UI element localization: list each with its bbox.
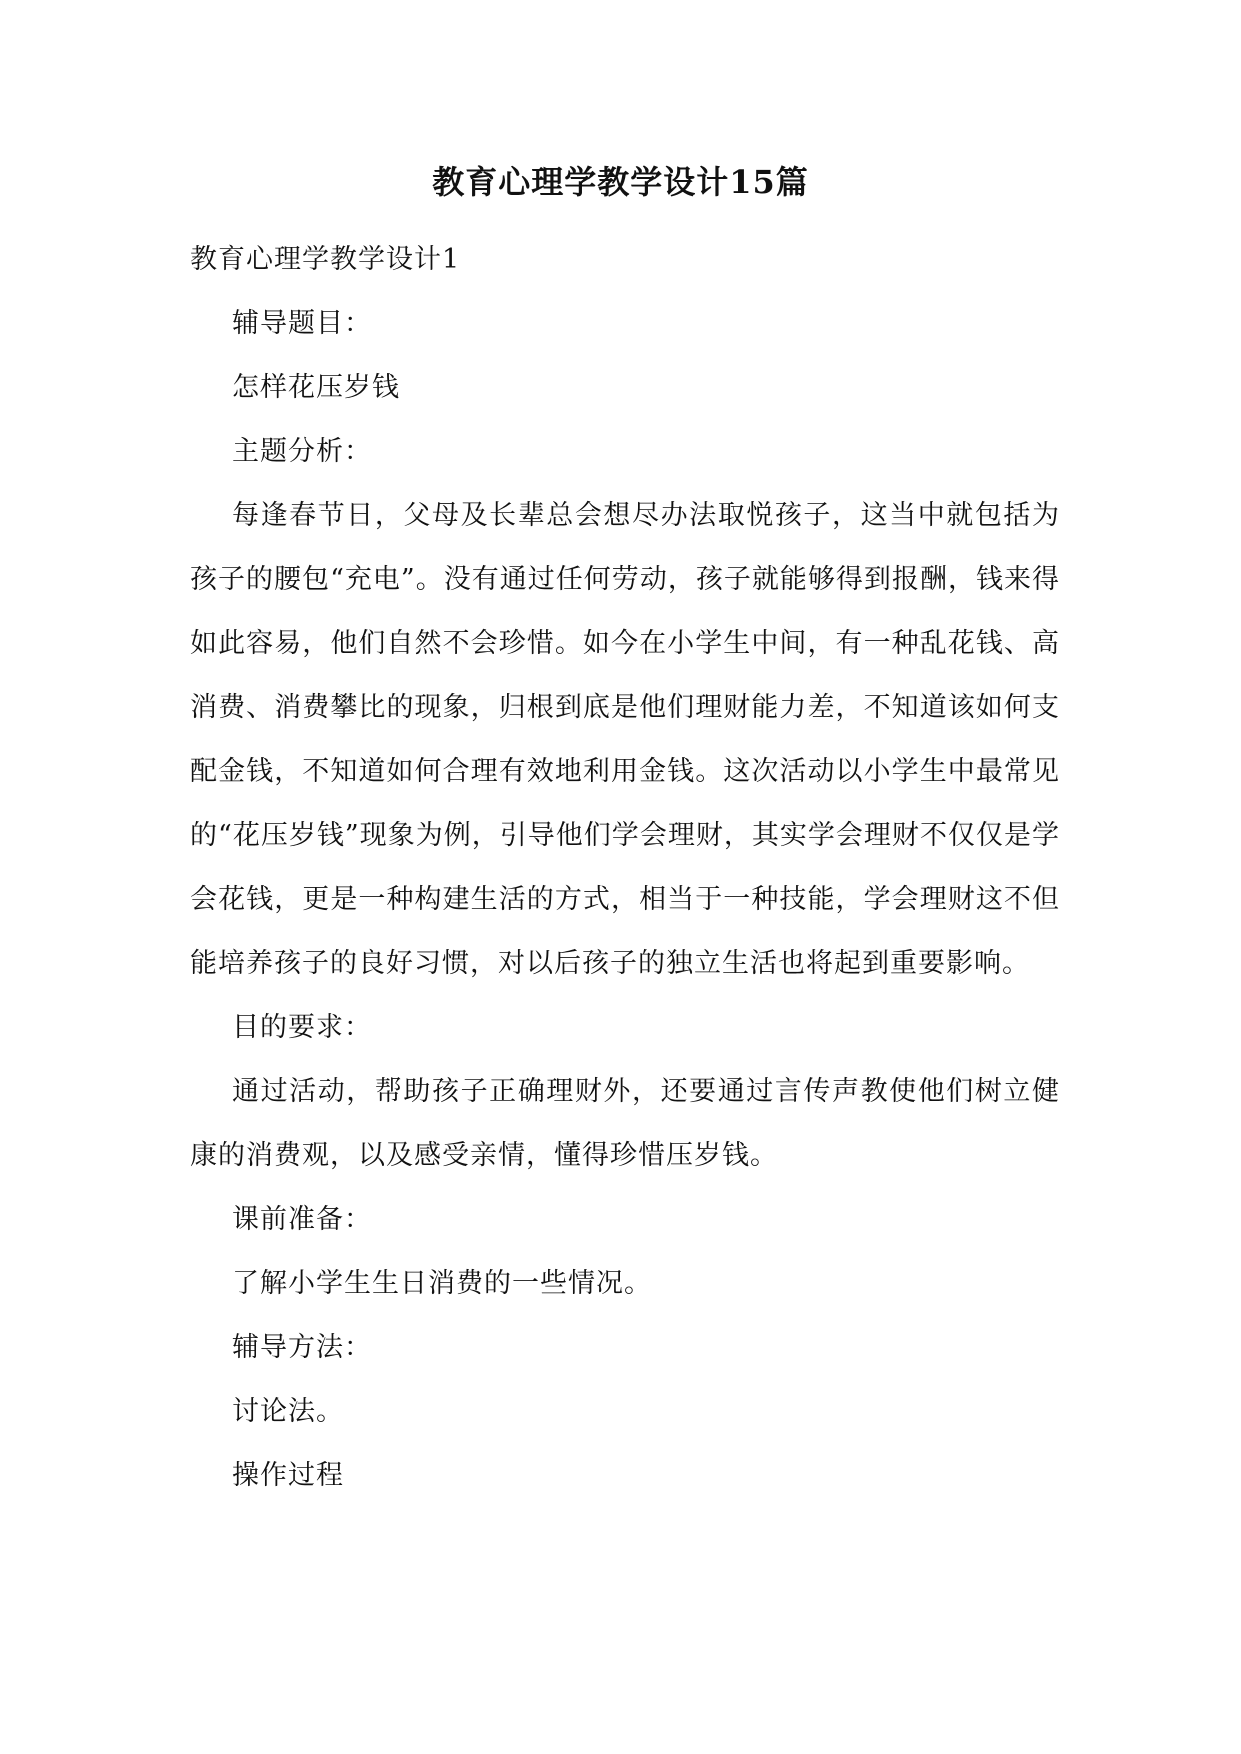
document-body (190, 228, 1060, 1508)
label-method: 辅导方法： (232, 1332, 372, 1363)
method-text: 讨论法。 (232, 1396, 344, 1427)
topic-text: 怎样花压岁钱 (232, 372, 400, 403)
label-goals: 目的要求： (232, 1012, 372, 1043)
preparation-text: 了解小学生生日消费的一些情况。 (232, 1268, 652, 1299)
goals-paragraph: 通过活动，帮助孩子正确理财外，还要通过言传声教使他们树立健康的消费观，以及感受亲情，懂得珍惜压岁钱。 (190, 1076, 1060, 1171)
section-heading: 教育心理学教学设计1 (190, 244, 461, 275)
label-process: 操作过程 (232, 1460, 344, 1491)
label-preparation: 课前准备： (232, 1204, 372, 1235)
document-title: 教育心理学教学设计15篇 (432, 163, 809, 201)
analysis-paragraph: 每逢春节日，父母及长辈总会想尽办法取悦孩子，这当中就包括为孩子的腰包“充电”。没有通过任何劳动，孩子就能够得到报酬，钱来得如此容易，他们自然不会珍惜。如今在小学生中间，有一种乱花钱、高消费、消费攀比的现象，归根到底是他们理财能力差，不知道该如何支配金钱，不知道如何合理有效地利用金钱。这次活动以小学生中最常见的“花压岁钱”现象为例，引导他们学会理财，其实学会理财不仅仅是学会花钱，更是一种构建生活的方式，相当于一种技能，学会理财这不但能培养孩子的良好习惯，对以后孩子的独立生活也将起到重要影响。 (190, 500, 1060, 979)
label-analysis: 主题分析： (232, 436, 372, 467)
label-topic: 辅导题目： (232, 308, 372, 339)
